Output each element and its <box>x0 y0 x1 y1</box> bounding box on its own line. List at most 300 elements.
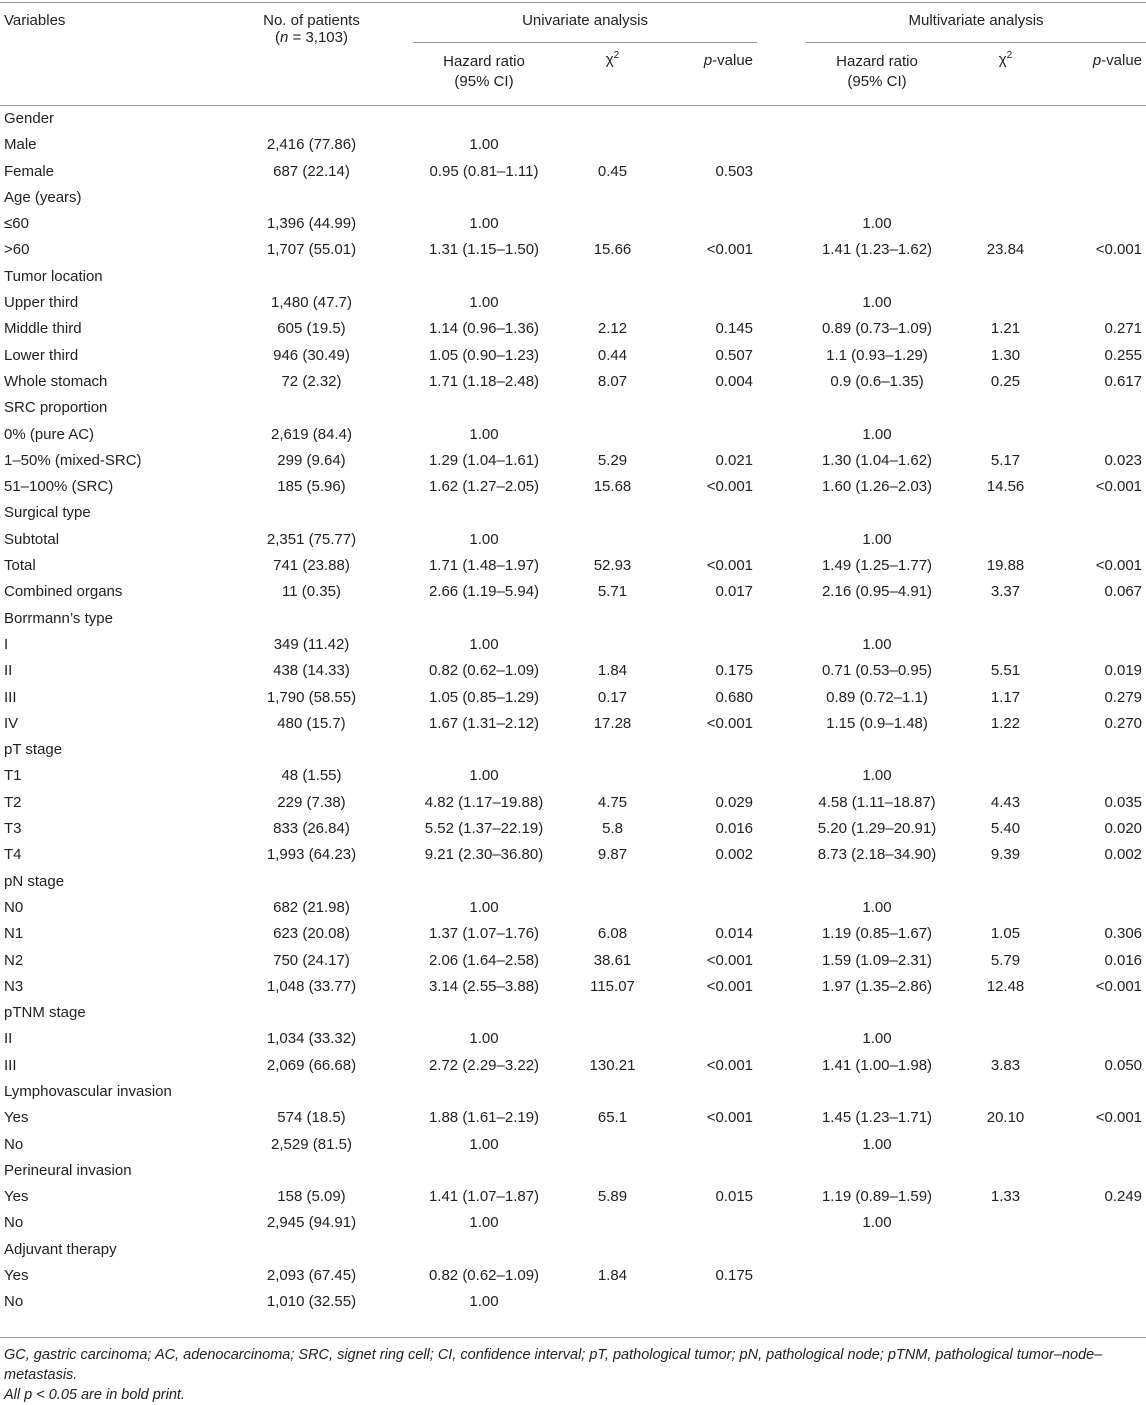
multi-chi-cell: 12.48 <box>986 977 1025 995</box>
patients-cell: 48 (1.55) <box>281 767 342 785</box>
multi-p-cell: <0.001 <box>1095 1109 1143 1127</box>
header-multi-p-italic: p <box>1092 52 1102 69</box>
multi-p-cell <box>1063 290 1146 316</box>
uni-p-cell: 0.145 <box>715 320 754 338</box>
group-row <box>0 106 1146 132</box>
uni-chi-cell: 1.84 <box>597 1267 628 1285</box>
uni-hr-cell: 1.29 (1.04–1.61) <box>428 451 540 469</box>
spacer-cell <box>757 1053 806 1079</box>
uni-hr-cell: 0.82 (0.62–1.09) <box>428 1267 540 1285</box>
group-label: Gender <box>4 110 55 127</box>
multi-hr-cell: 1.41 (1.00–1.98) <box>821 1056 933 1074</box>
patients-cell: 1,010 (32.55) <box>266 1293 357 1311</box>
spacer-cell <box>757 553 806 579</box>
uni-p-cell: 0.507 <box>715 346 754 364</box>
uni-p-cell: <0.001 <box>706 951 754 969</box>
multi-hr-cell: 1.30 (1.04–1.62) <box>821 451 933 469</box>
spacer-cell <box>757 842 806 868</box>
header-patients-line1: No. of patients <box>263 12 360 29</box>
group-row <box>0 869 1146 895</box>
uni-hr-cell: 0.82 (0.62–1.09) <box>428 662 540 680</box>
row-label: Yes <box>4 1267 29 1285</box>
spacer-cell <box>757 711 806 737</box>
spacer-cell <box>757 816 806 842</box>
uni-chi-cell <box>555 132 670 158</box>
row-label: III <box>4 1056 17 1074</box>
multi-chi-cell: 5.79 <box>990 951 1021 969</box>
header-row-1 <box>0 0 1146 40</box>
uni-p-cell <box>670 1026 757 1052</box>
uni-chi-cell: 6.08 <box>597 925 628 943</box>
multi-p-cell <box>1063 632 1146 658</box>
uni-hr-cell: 1.00 <box>469 1293 499 1311</box>
multi-p-cell: <0.001 <box>1095 241 1143 259</box>
row-label: Middle third <box>4 320 82 338</box>
header-multi-chi-symbol: χ <box>998 51 1007 68</box>
table-row <box>0 1263 1146 1289</box>
uni-hr-cell: 1.00 <box>469 767 499 785</box>
table-row <box>0 711 1146 737</box>
uni-chi-cell <box>555 763 670 789</box>
uni-hr-cell: 1.00 <box>469 530 499 548</box>
multi-chi-cell <box>948 895 1063 921</box>
row-label: Whole stomach <box>4 372 108 390</box>
uni-chi-cell <box>555 1289 670 1315</box>
group-row <box>0 1079 1146 1105</box>
multi-hr-cell: 1.00 <box>862 767 892 785</box>
uni-p-cell: <0.001 <box>706 1056 754 1074</box>
multi-hr-cell: 1.60 (1.26–2.03) <box>821 478 933 496</box>
multi-hr-cell: 1.00 <box>862 1214 892 1232</box>
header-multi-hr-line2: (95% CI) <box>847 73 907 90</box>
uni-chi-cell: 1.84 <box>597 662 628 680</box>
multi-p-cell: 0.617 <box>1104 372 1143 390</box>
multi-chi-cell: 3.37 <box>990 583 1021 601</box>
spacer-cell <box>757 422 806 448</box>
patients-cell: 1,993 (64.23) <box>266 846 357 864</box>
multi-p-cell <box>1063 159 1146 185</box>
patients-cell: 1,790 (58.55) <box>266 688 357 706</box>
multi-p-cell <box>1063 763 1146 789</box>
multi-chi-cell: 3.83 <box>990 1056 1021 1074</box>
spacer-cell <box>757 1210 806 1236</box>
multi-hr-cell: 1.19 (0.85–1.67) <box>821 925 933 943</box>
multi-p-cell: <0.001 <box>1095 977 1143 995</box>
uni-chi-cell: 5.89 <box>597 1188 628 1206</box>
multi-chi-cell <box>948 527 1063 553</box>
table-row <box>0 527 1146 553</box>
table-row <box>0 369 1146 395</box>
row-label: N3 <box>4 977 24 995</box>
spacer-cell <box>757 895 806 921</box>
multi-chi-cell <box>948 290 1063 316</box>
row-label: >60 <box>4 241 30 259</box>
header-multivariate: Multivariate analysis <box>908 12 1044 29</box>
header-uni-p-italic: p <box>703 52 713 69</box>
patients-cell: 1,480 (47.7) <box>271 294 352 312</box>
table-row <box>0 343 1146 369</box>
multi-hr-cell: 1.19 (0.89–1.59) <box>821 1188 933 1206</box>
spacer-cell <box>757 316 806 342</box>
spacer-cell <box>757 132 806 158</box>
multi-chi-cell <box>948 211 1063 237</box>
spacer-cell <box>757 1263 806 1289</box>
uni-hr-cell: 1.00 <box>469 294 499 312</box>
uni-p-cell: 0.014 <box>715 925 754 943</box>
multi-chi-cell: 1.33 <box>990 1188 1021 1206</box>
multi-chi-cell <box>948 632 1063 658</box>
uni-hr-cell: 1.00 <box>469 136 499 154</box>
table-row <box>0 159 1146 185</box>
header-multi-p-rest: -value <box>1101 52 1143 69</box>
table-row <box>0 658 1146 684</box>
group-row <box>0 1000 1146 1026</box>
patients-cell: 1,396 (44.99) <box>266 215 357 233</box>
multi-p-cell <box>1063 211 1146 237</box>
multi-p-cell: <0.001 <box>1095 557 1143 575</box>
uni-chi-cell: 5.71 <box>597 583 628 601</box>
uni-p-cell: 0.175 <box>715 662 754 680</box>
multi-p-cell: 0.067 <box>1104 583 1143 601</box>
multi-chi-cell: 9.39 <box>990 846 1021 864</box>
multi-hr-cell: 1.00 <box>862 635 892 653</box>
multi-p-cell <box>1063 1210 1146 1236</box>
multi-hr-cell: 1.00 <box>862 425 892 443</box>
uni-hr-cell: 1.71 (1.18–2.48) <box>428 372 540 390</box>
row-label: No <box>4 1293 24 1311</box>
multi-p-cell: 0.249 <box>1104 1188 1143 1206</box>
table-row <box>0 553 1146 579</box>
multi-p-cell <box>1063 527 1146 553</box>
uni-hr-cell: 1.14 (0.96–1.36) <box>428 320 540 338</box>
multi-p-cell: 0.035 <box>1104 793 1143 811</box>
uni-p-cell <box>670 290 757 316</box>
patients-cell: 299 (9.64) <box>277 451 346 469</box>
row-label: 1–50% (mixed-SRC) <box>4 451 142 469</box>
row-label: N2 <box>4 951 24 969</box>
header-multi-hr-line1: Hazard ratio <box>836 53 918 70</box>
uni-hr-cell: 1.31 (1.15–1.50) <box>428 241 540 259</box>
multi-chi-cell <box>948 1132 1063 1158</box>
group-row <box>0 737 1146 763</box>
patients-cell: 2,351 (75.77) <box>266 530 357 548</box>
multi-hr-cell: 1.00 <box>862 294 892 312</box>
multi-p-cell: 0.279 <box>1104 688 1143 706</box>
table-body <box>0 106 1146 1316</box>
multi-p-cell <box>1063 1263 1146 1289</box>
row-label: II <box>4 662 13 680</box>
uni-chi-cell: 0.17 <box>597 688 628 706</box>
uni-chi-cell: 15.68 <box>593 478 632 496</box>
patients-cell: 72 (2.32) <box>281 372 342 390</box>
patients-cell: 11 (0.35) <box>282 583 341 601</box>
patients-cell: 750 (24.17) <box>273 951 350 969</box>
footnote-abbreviations: GC, gastric carcinoma; AC, adenocarcinoma; SRC, signet ring cell; CI, confidence interval; pT, pathological tumor; pN, pathological node; pTNM, pathological tumor–node–metastasis. <box>4 1347 1103 1383</box>
group-row <box>0 606 1146 632</box>
table-row <box>0 816 1146 842</box>
table-row <box>0 842 1146 868</box>
row-label: Total <box>4 557 36 575</box>
spacer-cell <box>757 1026 806 1052</box>
multi-chi-cell: 1.30 <box>990 346 1021 364</box>
table-row <box>0 1289 1146 1315</box>
table-row <box>0 237 1146 263</box>
uni-hr-cell: 1.05 (0.90–1.23) <box>428 346 540 364</box>
uni-hr-cell: 1.00 <box>469 425 499 443</box>
table-row <box>0 1132 1146 1158</box>
footnote-bold-note: All p < 0.05 are in bold print. <box>4 1387 185 1403</box>
row-label: Male <box>4 136 37 154</box>
uni-hr-cell: 1.62 (1.27–2.05) <box>428 478 540 496</box>
header-uni-chi <box>555 40 670 106</box>
group-label: Perineural invasion <box>4 1161 132 1179</box>
spacer-cell <box>757 290 806 316</box>
multi-p-cell: 0.050 <box>1104 1056 1143 1074</box>
multi-chi-cell: 20.10 <box>986 1109 1025 1127</box>
header-variables: Variables <box>4 12 66 29</box>
header-uni-hr-line2: (95% CI) <box>454 73 514 90</box>
spacer-cell <box>757 527 806 553</box>
row-label: N1 <box>4 925 24 943</box>
row-label: III <box>4 688 17 706</box>
header-uni-p <box>670 40 757 106</box>
uni-p-cell: <0.001 <box>706 977 754 995</box>
table-row <box>0 579 1146 605</box>
uni-chi-cell: 9.87 <box>597 846 628 864</box>
spacer-cell <box>757 948 806 974</box>
multi-hr-cell: 1.41 (1.23–1.62) <box>821 241 933 259</box>
patients-cell: 1,034 (33.32) <box>266 1030 357 1048</box>
group-label: Age (years) <box>4 188 82 206</box>
spacer-cell <box>757 632 806 658</box>
multi-hr-cell <box>806 1289 948 1315</box>
header-patients-n: n <box>280 29 289 46</box>
multi-hr-cell <box>806 159 948 185</box>
multi-hr-cell: 2.16 (0.95–4.91) <box>821 583 933 601</box>
uni-p-cell <box>670 1132 757 1158</box>
multi-chi-cell <box>948 159 1063 185</box>
uni-p-cell: 0.002 <box>715 846 754 864</box>
spacer-cell <box>757 685 806 711</box>
uni-chi-cell: 52.93 <box>593 557 632 575</box>
group-label: pTNM stage <box>4 1004 86 1022</box>
uni-p-cell <box>670 763 757 789</box>
uni-p-cell: <0.001 <box>706 714 754 732</box>
table-row <box>0 1026 1146 1052</box>
patients-cell: 2,945 (94.91) <box>266 1214 357 1232</box>
multi-p-cell: 0.306 <box>1104 925 1143 943</box>
header-patients <box>210 0 413 106</box>
uni-hr-cell: 5.52 (1.37–22.19) <box>424 820 544 838</box>
uni-p-cell: <0.001 <box>706 557 754 575</box>
row-label: Upper third <box>4 294 79 312</box>
uni-hr-cell: 1.05 (0.85–1.29) <box>428 688 540 706</box>
uni-chi-cell: 8.07 <box>597 372 628 390</box>
uni-chi-cell: 38.61 <box>593 951 632 969</box>
header-multi-hr <box>806 40 948 106</box>
patients-cell: 349 (11.42) <box>273 635 350 653</box>
uni-p-cell: 0.503 <box>715 162 754 180</box>
group-label: pT stage <box>4 741 63 759</box>
patients-cell: 1,707 (55.01) <box>266 241 357 259</box>
multi-chi-cell: 1.17 <box>990 688 1021 706</box>
uni-p-cell <box>670 422 757 448</box>
row-label: Subtotal <box>4 530 60 548</box>
row-label: Yes <box>4 1188 29 1206</box>
header-uni-chi-sup: 2 <box>613 50 620 61</box>
group-row <box>0 1237 1146 1263</box>
uni-chi-cell <box>555 895 670 921</box>
group-label: Adjuvant therapy <box>4 1240 117 1258</box>
multi-chi-cell: 5.17 <box>990 451 1021 469</box>
uni-p-cell: 0.680 <box>715 688 754 706</box>
table-row <box>0 422 1146 448</box>
multi-hr-cell: 1.00 <box>862 898 892 916</box>
header-univariate: Univariate analysis <box>522 12 648 29</box>
group-label: SRC proportion <box>4 399 108 417</box>
uni-chi-cell <box>555 527 670 553</box>
multi-hr-cell: 1.00 <box>862 530 892 548</box>
patients-cell: 1,048 (33.77) <box>266 977 357 995</box>
row-label: N0 <box>4 898 24 916</box>
uni-chi-cell: 4.75 <box>597 793 628 811</box>
uni-hr-cell: 9.21 (2.30–36.80) <box>424 846 544 864</box>
uni-chi-cell: 15.66 <box>593 241 632 259</box>
multi-p-cell: <0.001 <box>1095 478 1143 496</box>
multi-p-cell: 0.255 <box>1104 346 1143 364</box>
uni-hr-cell: 1.00 <box>469 898 499 916</box>
multi-chi-cell: 5.40 <box>990 820 1021 838</box>
uni-chi-cell: 65.1 <box>597 1109 628 1127</box>
table-row <box>0 1053 1146 1079</box>
multi-chi-cell <box>948 1263 1063 1289</box>
row-label: 0% (pure AC) <box>4 425 95 443</box>
row-label: I <box>4 635 9 653</box>
uni-p-cell: 0.017 <box>715 583 754 601</box>
table-row <box>0 290 1146 316</box>
row-label: II <box>4 1030 13 1048</box>
uni-hr-cell: 3.14 (2.55–3.88) <box>428 977 540 995</box>
spacer-cell <box>757 1132 806 1158</box>
multi-chi-cell <box>948 1026 1063 1052</box>
row-label: No <box>4 1135 24 1153</box>
uni-hr-cell: 1.00 <box>469 215 499 233</box>
table-row <box>0 1210 1146 1236</box>
multi-chi-cell <box>948 422 1063 448</box>
patients-cell: 438 (14.33) <box>273 662 350 680</box>
patients-cell: 574 (18.5) <box>277 1109 346 1127</box>
header-multi-p <box>1063 40 1146 106</box>
table-row <box>0 921 1146 947</box>
patients-cell: 229 (7.38) <box>277 793 346 811</box>
uni-hr-cell: 2.72 (2.29–3.22) <box>428 1056 540 1074</box>
table-row <box>0 448 1146 474</box>
spacer-cell <box>757 1184 806 1210</box>
multi-hr-cell: 0.9 (0.6–1.35) <box>830 372 924 390</box>
multi-chi-cell: 23.84 <box>986 241 1025 259</box>
patients-cell: 185 (5.96) <box>277 478 346 496</box>
header-uni-hr <box>413 40 555 106</box>
multi-hr-cell: 1.15 (0.9–1.48) <box>826 714 928 732</box>
multi-hr-cell: 1.59 (1.09–2.31) <box>821 951 933 969</box>
multi-p-cell <box>1063 1026 1146 1052</box>
multi-p-cell: 0.271 <box>1104 320 1143 338</box>
multi-p-cell <box>1063 422 1146 448</box>
patients-cell: 2,069 (66.68) <box>266 1056 357 1074</box>
header-patients-count: = 3,103) <box>288 29 348 46</box>
table-row <box>0 1184 1146 1210</box>
row-label: Lower third <box>4 346 79 364</box>
table-row <box>0 132 1146 158</box>
header-patients-line2: (n = 3,103) <box>275 29 348 46</box>
group-label: Lymphovascular invasion <box>4 1082 172 1100</box>
multi-chi-cell: 19.88 <box>986 557 1025 575</box>
group-row <box>0 264 1146 290</box>
row-label: T4 <box>4 846 22 864</box>
row-label: 51–100% (SRC) <box>4 478 114 496</box>
spacer-cell <box>757 369 806 395</box>
uni-hr-cell: 1.00 <box>469 1214 499 1232</box>
multi-hr-cell: 5.20 (1.29–20.91) <box>817 820 937 838</box>
group-row <box>0 395 1146 421</box>
uni-p-cell: 0.175 <box>715 1267 754 1285</box>
uni-chi-cell <box>555 211 670 237</box>
uni-p-cell <box>670 895 757 921</box>
patients-cell: 158 (5.09) <box>277 1188 346 1206</box>
spacer-cell <box>757 237 806 263</box>
uni-chi-cell: 2.12 <box>597 320 628 338</box>
spacer-cell <box>757 579 806 605</box>
header-multi-chi <box>948 40 1063 106</box>
spacer-cell <box>757 159 806 185</box>
multi-p-cell <box>1063 895 1146 921</box>
uni-p-cell: <0.001 <box>706 478 754 496</box>
multi-hr-cell: 0.89 (0.72–1.1) <box>826 688 928 706</box>
multi-hr-cell: 0.89 (0.73–1.09) <box>821 320 933 338</box>
table-row <box>0 948 1146 974</box>
uni-chi-cell <box>555 1210 670 1236</box>
multi-hr-cell: 4.58 (1.11–18.87) <box>818 793 936 811</box>
uni-p-cell: 0.016 <box>715 820 754 838</box>
patients-cell: 833 (26.84) <box>273 820 350 838</box>
multi-p-cell: 0.002 <box>1104 846 1143 864</box>
uni-chi-cell <box>555 290 670 316</box>
uni-chi-cell <box>555 1026 670 1052</box>
row-label: ≤60 <box>4 215 29 233</box>
multi-chi-cell <box>948 1210 1063 1236</box>
multi-chi-cell <box>948 132 1063 158</box>
table-bottom-rule <box>0 1337 1146 1338</box>
multi-p-cell: 0.019 <box>1104 662 1143 680</box>
table-row <box>0 974 1146 1000</box>
table-row <box>0 316 1146 342</box>
multi-chi-cell: 5.51 <box>990 662 1021 680</box>
patients-cell: 682 (21.98) <box>273 898 350 916</box>
table-row <box>0 895 1146 921</box>
uni-p-cell: <0.001 <box>706 1109 754 1127</box>
uni-hr-cell: 1.71 (1.48–1.97) <box>428 557 540 575</box>
multi-hr-cell: 0.71 (0.53–0.95) <box>821 662 933 680</box>
table-row <box>0 763 1146 789</box>
row-label: IV <box>4 714 19 732</box>
patients-cell: 480 (15.7) <box>277 714 346 732</box>
multi-p-cell <box>1063 1289 1146 1315</box>
group-row <box>0 1158 1146 1184</box>
spacer-cell <box>757 474 806 500</box>
uni-p-cell <box>670 632 757 658</box>
multi-chi-cell: 1.22 <box>990 714 1021 732</box>
uni-hr-cell: 1.67 (1.31–2.12) <box>428 714 540 732</box>
